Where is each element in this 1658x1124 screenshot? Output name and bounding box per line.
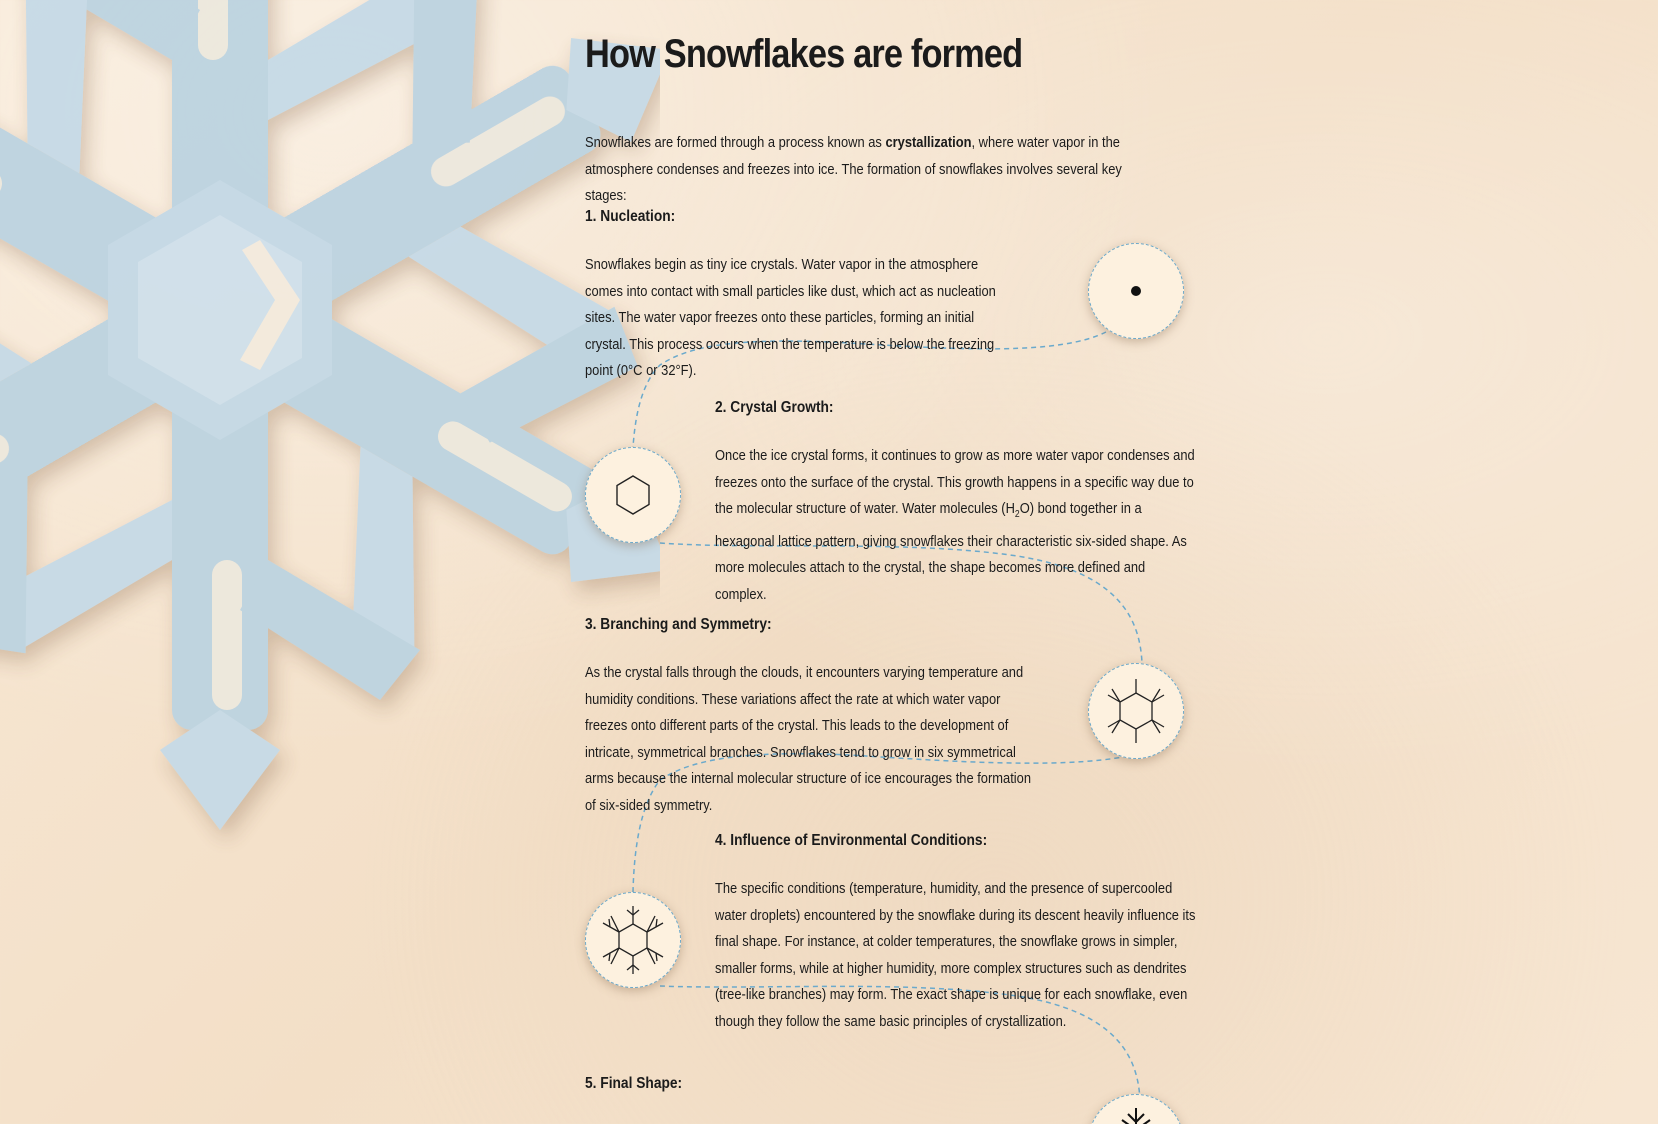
hexagon-icon — [611, 473, 655, 517]
dendrite-snowflake-icon — [593, 900, 673, 980]
stage-2-text-start: Once the ice crystal forms, it continues to grow as more water vapor condenses and freezes onto the surface of the crystal. This growth happens in a specific way due to the molecular structure of water. Water molecules (H — [715, 447, 1195, 517]
stage-1-text: Snowflakes begin as tiny ice crystals. Water vapor in the atmosphere comes into contact with small particles like dust, which act as nucleation sites. The water vapor freezes onto these particles, forming an initial crystal. This process occurs when the temperature is below the freezing point (0°C or 32°F). — [585, 256, 996, 379]
stage-2-text — [715, 443, 1197, 608]
page-title: How Snowflakes are formed — [585, 32, 1023, 76]
stage-5-heading: 5. Final Shape: — [585, 1075, 683, 1092]
stage-1-heading: 1. Nucleation: — [585, 208, 676, 225]
intro-paragraph — [585, 130, 1135, 210]
branched-hexagon-icon — [1096, 671, 1176, 751]
stage-3-heading: 3. Branching and Symmetry: — [585, 616, 772, 633]
stage-4-icon — [585, 892, 681, 988]
stage-2-icon — [585, 447, 681, 543]
intro-text-start: Snowflakes are formed through a process known as — [585, 134, 886, 151]
stage-3-text: As the crystal falls through the clouds, it encounters varying temperature and humidity conditions. These variations affect the rate at which water vapor freezes onto different parts of the crystal. This leads to the development of intricate, symmetrical branches. Snowflakes tend to grow in six symmetrical arms because the internal molecular structure of ice encourages the formation of six-sided symmetry. — [585, 664, 1032, 814]
background-snowflake-illustration — [0, 0, 660, 890]
stage-2-text-end: O) bond together in a hexagonal lattice pattern, giving snowflakes their characteristic six-sided shape. As more molecules attach to the crystal, the shape becomes more defined and complex. — [715, 500, 1187, 603]
stage-1-icon — [1088, 243, 1184, 339]
stage-4-text: The specific conditions (temperature, humidity, and the presence of supercooled water droplets) encountered by the snowflake during its descent heavily influence its final shape. For instance, at colder temperatures, the snowflake grows in simpler, smaller forms, while at higher humidity, more complex structures such as dendrites (tree-like branches) may form. The exact shape is unique for each snowflake, even though they follow the same basic principles of crystallization. — [715, 880, 1196, 1030]
intro-text-end: , where water vapor in the atmosphere condenses and freezes into ice. The formation of snowflakes involves several key stages: — [585, 134, 1122, 204]
stage-4-heading: 4. Influence of Environmental Conditions: — [715, 832, 988, 849]
full-snowflake-icon — [1096, 1102, 1176, 1124]
stage-2-heading: 2. Crystal Growth: — [715, 399, 834, 416]
stage-3-icon — [1088, 663, 1184, 759]
intro-bold-term: crystallization — [885, 134, 972, 151]
stage-2-subscript: 2 — [1014, 509, 1020, 520]
dot-icon — [1116, 271, 1156, 311]
